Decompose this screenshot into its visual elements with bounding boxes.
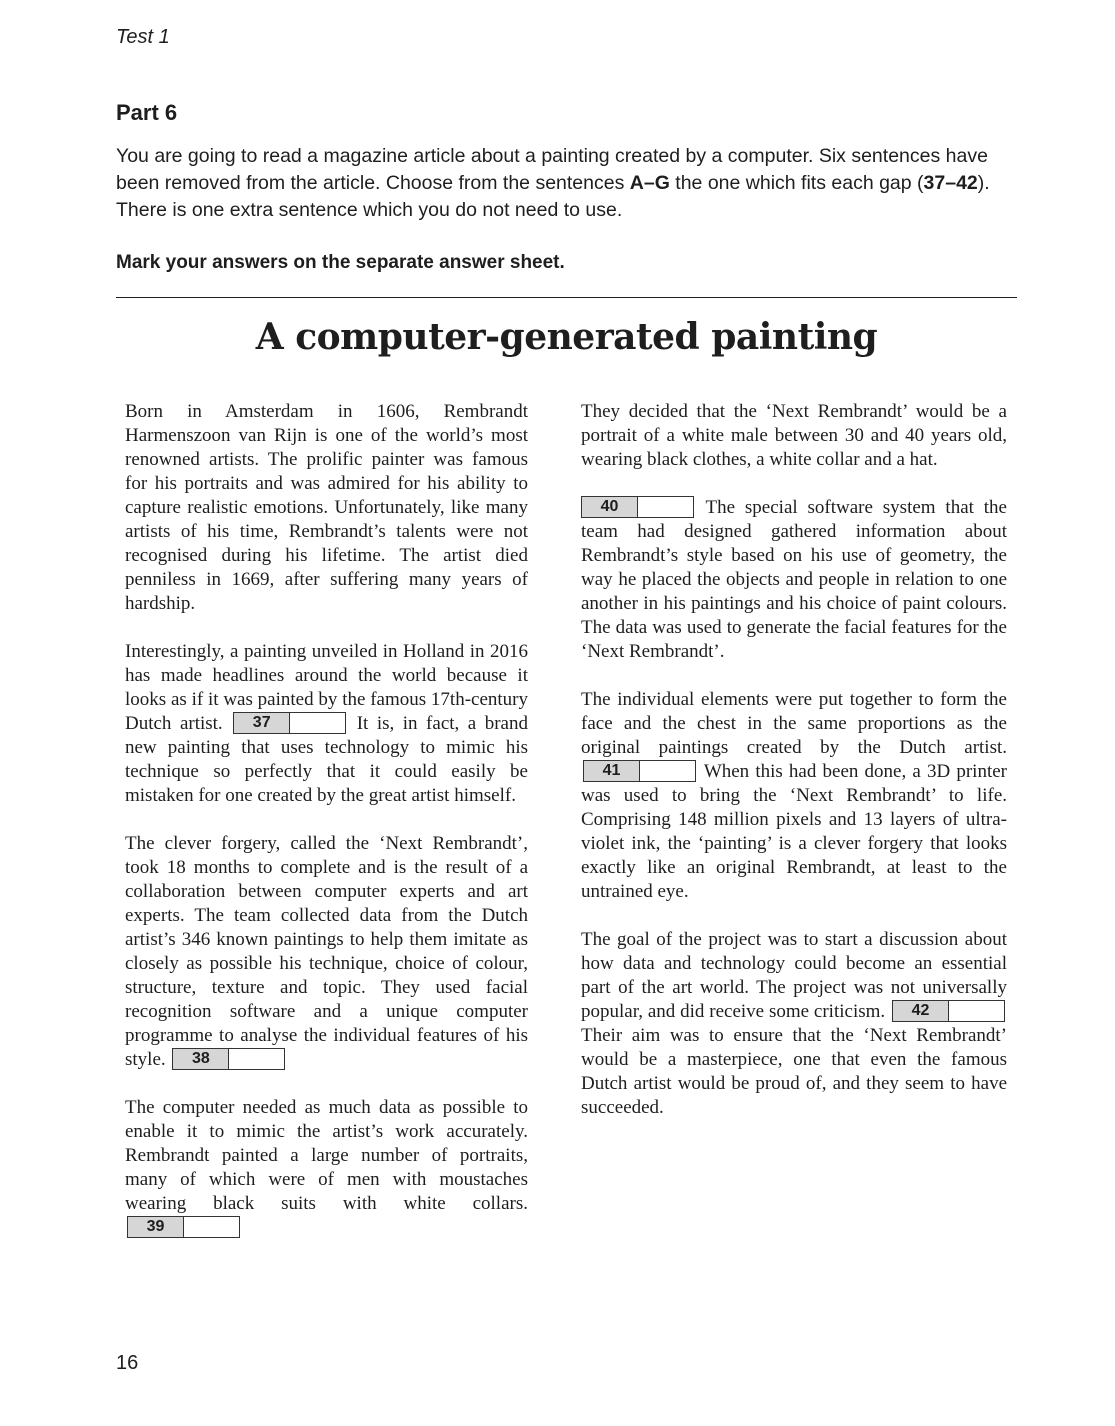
paragraph-text: When this had been done, a 3D printer was used to bring the ‘Next Rembrandt’ to life. Comprising 148 million pixels and 13 layers of ultra-violet ink, the ‘painting’ is a clever forgery that looks exactly like an original Rembrandt, at least to the untrained eye. xyxy=(581,761,1007,902)
paragraph-text: Their aim was to ensure that the ‘Next Rembrandt’ would be a masterpiece, one that even the famous Dutch artist would be proud of, and they seem to have succeeded. xyxy=(581,1025,1007,1118)
divider-rule xyxy=(116,297,1017,298)
answer-gap-40[interactable] xyxy=(581,496,694,518)
article-title: A computer-generated painting xyxy=(255,316,878,358)
article-paragraph xyxy=(581,928,1007,1120)
gap-number: 37 xyxy=(234,713,290,733)
paragraph-text: The individual elements were put together to form the face and the chest in the same proportions as the original paintings created by the Dutch artist. xyxy=(581,689,1007,758)
gap-blank[interactable] xyxy=(949,1001,1004,1021)
paragraph-text: Interestingly, a painting unveiled in Holland in 2016 has made headlines around the world because it looks as if it was painted by the famous 17th-century Dutch artist. xyxy=(125,641,528,734)
gap-number: 39 xyxy=(128,1217,184,1237)
gap-number: 38 xyxy=(173,1049,229,1069)
gap-blank[interactable] xyxy=(290,713,345,733)
gap-blank[interactable] xyxy=(229,1049,284,1069)
article-column-left xyxy=(125,400,528,1264)
answer-gap-41[interactable] xyxy=(583,760,696,782)
running-head: Test 1 xyxy=(116,26,170,48)
answer-gap-37[interactable] xyxy=(233,712,346,734)
gap-number: 40 xyxy=(582,497,638,517)
instructions-text: the one which fits each gap ( xyxy=(669,172,924,194)
instructions-options: A–G xyxy=(629,172,670,194)
gap-blank[interactable] xyxy=(640,761,695,781)
gap-number: 42 xyxy=(893,1001,949,1021)
part-title: Part 6 xyxy=(116,100,178,125)
article-paragraph: Born in Amsterdam in 1606, Rembrandt Harmenszoon van Rijn is one of the world’s most renowned artists. The prolific painter was famous for his portraits and was admired for his ability to capture realistic emotions. Unfortunately, like many artists of his time, Rembrandt’s talents were not recognised during his lifetime. The artist died penniless in 1669, after suffering many years of hardship. xyxy=(125,401,528,614)
article-paragraph xyxy=(125,1096,528,1240)
paragraph-text: The clever forgery, called the ‘Next Rembrandt’, took 18 months to complete and is the result of a collaboration between computer experts and art experts. The team collected data from the Dutch artist’s 346 known paintings to help them imitate as closely as possible his technique, choice of colour, structure, texture and topic. They used facial recognition software and a unique computer programme to analyse the individual features of his style. xyxy=(125,833,528,1070)
paragraph-text: The computer needed as much data as possible to enable it to mimic the artist’s work accurately. Rembrandt painted a large number of portraits, many of which were of men with moustaches wearing black suits with white collars. xyxy=(125,1097,528,1214)
instructions-gap-range: 37–42 xyxy=(923,172,978,194)
answer-gap-38[interactable] xyxy=(172,1048,285,1070)
mark-answers-note: Mark your answers on the separate answer sheet. xyxy=(116,252,565,273)
gap-blank[interactable] xyxy=(184,1217,239,1237)
article-column-right xyxy=(581,400,1007,1144)
article-paragraph xyxy=(125,832,528,1072)
page-number: 16 xyxy=(116,1352,139,1374)
instructions-text: You are going to read a magazine article about a painting created by a computer. Six sentences have been removed from the article. Choose from the sentences xyxy=(116,145,988,194)
answer-gap-42[interactable] xyxy=(892,1000,1005,1022)
article-paragraph xyxy=(581,496,1007,664)
answer-gap-39[interactable] xyxy=(127,1216,240,1238)
gap-number: 41 xyxy=(584,761,640,781)
article-paragraph: They decided that the ‘Next Rembrandt’ would be a portrait of a white male between 30 and 40 years old, wearing black clothes, a white collar and a hat. xyxy=(581,401,1007,470)
gap-blank[interactable] xyxy=(638,497,693,517)
instructions-text: ). There is one extra sentence which you do not need to use. xyxy=(116,172,990,221)
article-paragraph xyxy=(581,688,1007,904)
paragraph-text: The goal of the project was to start a discussion about how data and technology could become an essential part of the art world. The project was not universally popular, and did receive some criticism. xyxy=(581,929,1007,1022)
article-paragraph xyxy=(125,640,528,808)
paragraph-text: It is, in fact, a brand new painting that uses technology to mimic his technique so perfectly that it could easily be mistaken for one created by the great artist himself. xyxy=(125,713,528,806)
paragraph-text: The special software system that the team had designed gathered information about Rembrandt’s style based on his use of geometry, the way he placed the objects and people in relation to one another in his paintings and his choice of paint colours. The data was used to generate the facial features for the ‘Next Rembrandt’. xyxy=(581,497,1007,662)
instructions xyxy=(116,143,1021,224)
